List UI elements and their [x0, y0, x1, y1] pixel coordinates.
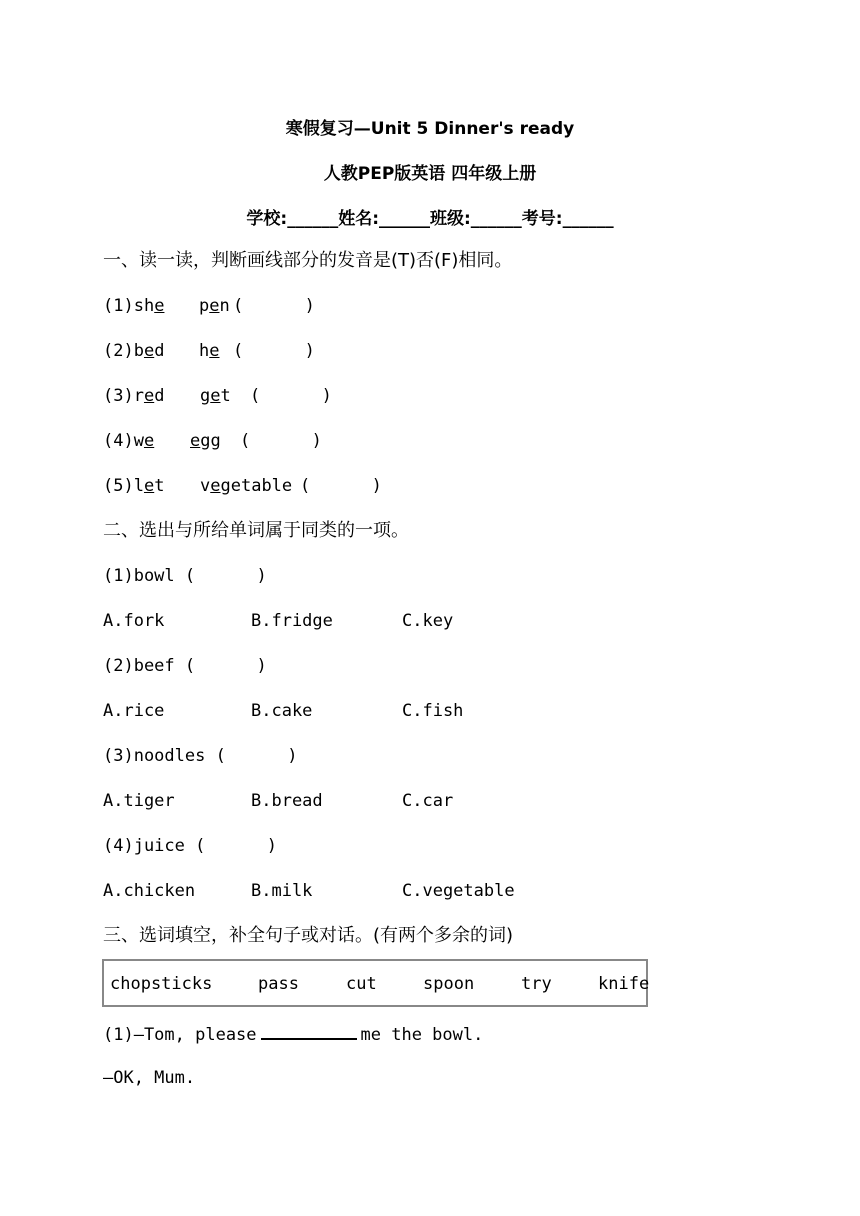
sound-item [103, 385, 164, 407]
choice-question: (4)juice ( ) [103, 836, 277, 856]
sound-item [103, 340, 164, 362]
answer-parentheses[interactable]: ( ) [233, 296, 315, 316]
word-one: let [133, 476, 165, 496]
section3-heading: 三、选词填空，补全句子或对话。(有两个多余的词) [103, 925, 514, 946]
item-number: (2) [103, 341, 134, 361]
choice-question: (2)beef ( ) [103, 656, 267, 676]
underlined-letter: e [210, 386, 221, 406]
sound-item [103, 430, 154, 452]
word-one: she [133, 296, 165, 316]
choice-option-c: C.vegetable [402, 881, 515, 901]
item-number: (4) [103, 431, 134, 451]
word-bank-word: knife [598, 974, 650, 994]
student-info-line: 学校:______姓名:______班级:______考号:______ [246, 209, 614, 229]
choice-option-b: B.bread [251, 791, 323, 811]
item-number: (3) [103, 386, 134, 406]
word-two-wrap [190, 430, 221, 452]
underlined-letter: e [209, 296, 220, 316]
choice-option-a: A.rice [103, 701, 165, 721]
underlined-letter: e [209, 341, 220, 361]
choice-question: (1)bowl ( ) [103, 566, 267, 586]
word-two-wrap [200, 475, 292, 497]
choice-option-b: B.cake [251, 701, 313, 721]
answer-parentheses[interactable]: ( ) [233, 341, 315, 361]
answer-parentheses[interactable]: ( ) [300, 476, 382, 496]
underlined-letter: e [143, 386, 155, 406]
word-bank-word: chopsticks [110, 974, 213, 994]
underlined-letter: e [143, 431, 155, 451]
underlined-letter: e [154, 296, 165, 316]
item-number: (1) [103, 296, 134, 316]
word-bank-word: try [521, 974, 552, 994]
section2-heading: 二、选出与所给单词属于同类的一项。 [103, 520, 409, 541]
fill-question-1-suffix: me the bowl. [360, 1025, 484, 1045]
word-two: pen [199, 296, 230, 316]
underlined-letter: e [210, 476, 221, 496]
word-two: egg [190, 431, 221, 451]
word-one: bed [133, 341, 165, 361]
choice-option-b: B.fridge [251, 611, 333, 631]
word-two-wrap [200, 385, 231, 407]
underlined-letter: e [143, 476, 155, 496]
answer-parentheses[interactable]: ( ) [250, 386, 332, 406]
word-one: we [133, 431, 155, 451]
worksheet-subtitle: 人教PEP版英语 四年级上册 [323, 164, 537, 184]
sound-item [103, 475, 164, 497]
word-bank-word: cut [346, 974, 377, 994]
choice-option-a: A.chicken [103, 881, 196, 901]
worksheet-title: 寒假复习—Unit 5 Dinner's ready [285, 119, 575, 139]
section1-heading: 一、读一读，判断画线部分的发音是(T)否(F)相同。 [103, 250, 513, 271]
word-bank-word: spoon [423, 974, 475, 994]
underlined-letter: e [143, 341, 155, 361]
word-two-wrap [199, 295, 230, 317]
answer-parentheses[interactable]: ( ) [240, 431, 322, 451]
choice-option-b: B.milk [251, 881, 313, 901]
fill-question-1-prefix: (1)—Tom, please [103, 1025, 257, 1045]
sound-item [103, 295, 164, 317]
choice-option-a: A.tiger [103, 791, 175, 811]
answer-blank[interactable] [261, 1022, 357, 1040]
word-bank-word: pass [258, 974, 299, 994]
item-number: (5) [103, 476, 134, 496]
word-two-wrap [199, 340, 220, 362]
choice-question: (3)noodles ( ) [103, 746, 298, 766]
choice-option-c: C.fish [402, 701, 464, 721]
word-two: vegetable [200, 476, 293, 496]
word-two: get [200, 386, 231, 406]
word-two: he [199, 341, 220, 361]
word-one: red [133, 386, 165, 406]
underlined-letter: e [190, 431, 201, 451]
fill-question-1 [103, 1022, 483, 1046]
fill-question-1-reply: —OK, Mum. [103, 1068, 196, 1088]
choice-option-c: C.car [402, 791, 454, 811]
word-bank-box [102, 959, 648, 1007]
choice-option-c: C.key [402, 611, 454, 631]
choice-option-a: A.fork [103, 611, 165, 631]
